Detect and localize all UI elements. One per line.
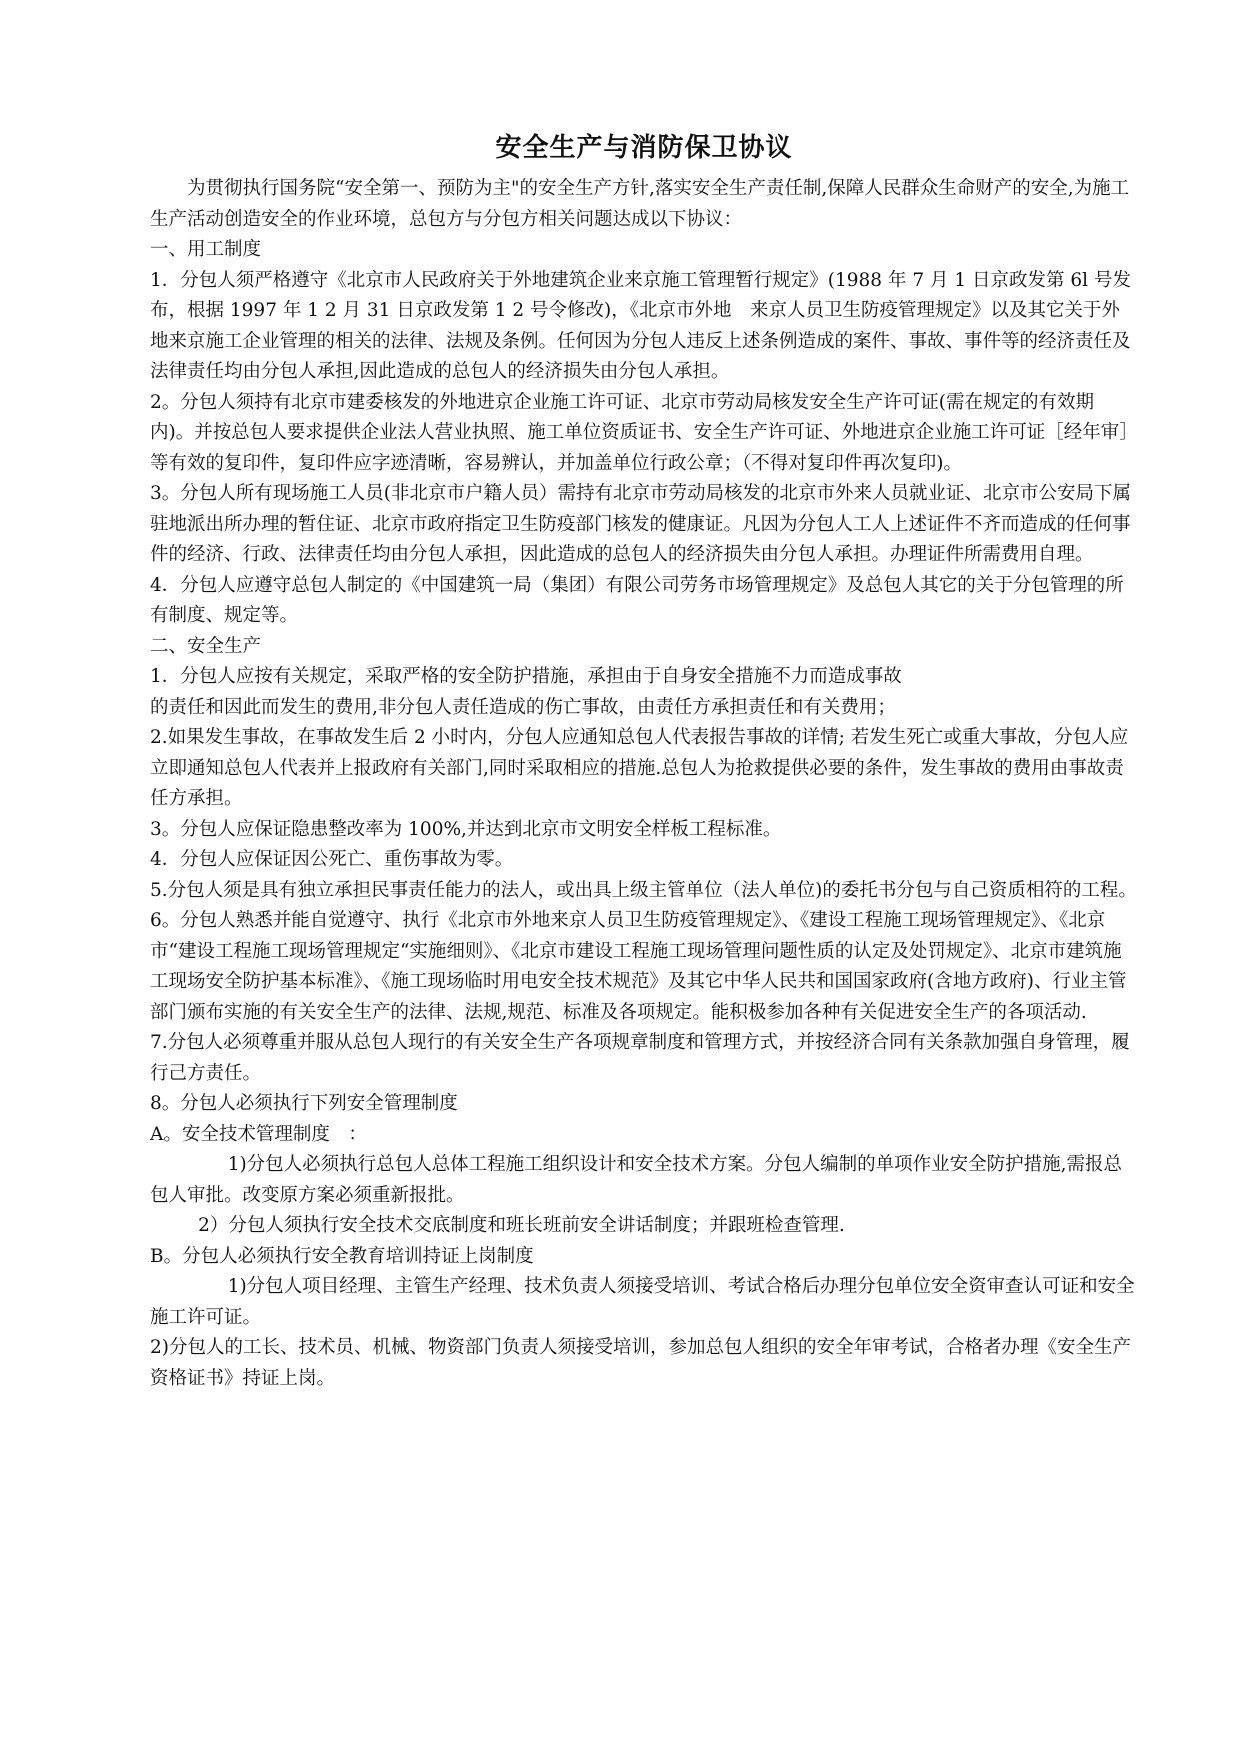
employment-clause-1: 1．分包人须严格遵守《北京市人民政府关于外地建筑企业来京施工管理暂行规定》(1988 年 7 月 1 日京政发第 6l 号发布，根据 1997 年 1 2 月 31 日京政发第 1 2 号令修改)，《北京市外地 来京人员卫生防疫管理规定》以及其它关于外地来京施工企业管理的相关的法律、法规及条例。任何因为分包人违反上述条例造成的案件、事故、事件等的经济责任及法律责任均由分包人承担,因此造成的总包人的经济损失由分包人承担。 bbox=[150, 269, 1131, 382]
subsection-a-item-2: 2）分包人须执行安全技术交底制度和班长班前安全讲话制度；并跟班检查管理. bbox=[198, 1215, 845, 1236]
employment-clause-3: 3。分包人所有现场施工人员(非北京市户籍人员）需持有北京市劳动局核发的北京市外来人员就业证、北京市公安局下属驻地派出所办理的暂住证、北京市政府指定卫生防疫部门核发的健康证。凡因为分包人工人上述证件不齐而造成的任何事件的经济、行政、法律责任均由分包人承担，因此造成的总包人的经济损失由分包人承担。办理证件所需费用自理。 bbox=[150, 483, 1131, 565]
safety-clause-1-line-1: 1．分包人应按有关规定，采取严格的安全防护措施，承担由于自身安全措施不力而造成事故 bbox=[150, 666, 902, 687]
safety-clause-7: 7.分包人必须尊重并服从总包人现行的有关安全生产各项规章制度和管理方式，并按经济合同有关条款加强自身管理，履行己方责任。 bbox=[150, 1032, 1130, 1084]
employment-clause-2: 2。分包人须持有北京市建委核发的外地进京企业施工许可证、北京市劳动局核发安全生产许可证(需在规定的有效期内)。并按总包人要求提供企业法人营业执照、施工单位资质证书、安全生产许可证、外地进京企业施工许可证［经年审］等有效的复印件，复印件应字迹清晰，容易辨认，并加盖单位行政公章；（不得对复印件再次复印)。 bbox=[150, 391, 1138, 474]
preamble-paragraph: 为贯彻执行国务院“安全第一、预防为主"的安全生产方针,落实安全生产责任制,保障人民群众生命财产的安全,为施工生产活动创造安全的作业环境，总包方与分包方相关问题达成以下协议： bbox=[150, 178, 1130, 230]
section-heading-employment: 一、用工制度 bbox=[150, 239, 262, 260]
safety-clause-6: 6。分包人熟悉并能自觉遵守、执行《北京市外地来京人员卫生防疫管理规定》、《建设工程施工现场管理规定》、《北京市“建设工程施工现场管理规定“实施细则》、《北京市建设工程施工现场管理问题性质的认定及处罚规定》、北京市建筑施工现场安全防护基本标准》、《施工现场临时用电安全技术规范》及其它中华人民共和国国家政府(含地方政府)、行业主管部门颁布实施的有关安全生产的法律、法规,规范、标准及各项规定。能积极参加各种有关促进安全生产的各项活动. bbox=[150, 910, 1127, 1023]
safety-clause-8: 8。分包人必须执行下列安全管理制度 bbox=[150, 1093, 458, 1114]
document-title: 安全生产与消防保卫协议 bbox=[495, 133, 793, 163]
subsection-b-heading: B。分包人必须执行安全教育培训持证上岗制度 bbox=[150, 1245, 534, 1267]
safety-clause-1-line-2: 的责任和因此而发生的费用,非分包人责任造成的伤亡事故，由责任方承担责任和有关费用； bbox=[150, 696, 896, 718]
section-heading-safety: 二、安全生产 bbox=[150, 635, 262, 657]
safety-clause-4: 4．分包人应保证因公死亡、重伤事故为零。 bbox=[150, 849, 514, 870]
subsection-a-heading: A。安全技术管理制度 ： bbox=[150, 1123, 367, 1145]
safety-clause-5: 5.分包人须是具有独立承担民事责任能力的法人，或出具上级主管单位（法人单位)的委托书分包与自己资质相符的工程。 bbox=[150, 879, 1137, 901]
subsection-b-item-2: 2)分包人的工长、技术员、机械、物资部门负责人须接受培训，参加总包人组织的安全年审考试，合格者办理《安全生产资格证书》持证上岗。 bbox=[150, 1337, 1131, 1389]
employment-clause-4: 4．分包人应遵守总包人制定的《中国建筑一局（集团）有限公司劳务市场管理规定》及总包人其它的关于分包管理的所有制度、规定等。 bbox=[150, 574, 1124, 626]
safety-clause-2: 2.如果发生事故，在事故发生后 2 小时内，分包人应通知总包人代表报告事故的详情; 若发生死亡或重大事故，分包人应立即通知总包人代表并上报政府有关部门,同时采取相应的措施.总包人为抢救提供必要的条件，发生事故的费用由事故责任方承担。 bbox=[150, 727, 1129, 809]
document-page bbox=[150, 128, 1138, 1394]
subsection-a-item-1: 1)分包人必须执行总包人总体工程施工组织设计和安全技术方案。分包人编制的单项作业安全防护措施,需报总包人审批。改变原方案必须重新报批。 bbox=[150, 1154, 1123, 1206]
subsection-b-item-1: 1)分包人项目经理、主管生产经理、技术负责人须接受培训、考试合格后办理分包单位安全资审查认可证和安全施工许可证。 bbox=[150, 1276, 1135, 1328]
safety-clause-3: 3。分包人应保证隐患整改率为 100%,并达到北京市文明安全样板工程标准。 bbox=[150, 818, 782, 840]
